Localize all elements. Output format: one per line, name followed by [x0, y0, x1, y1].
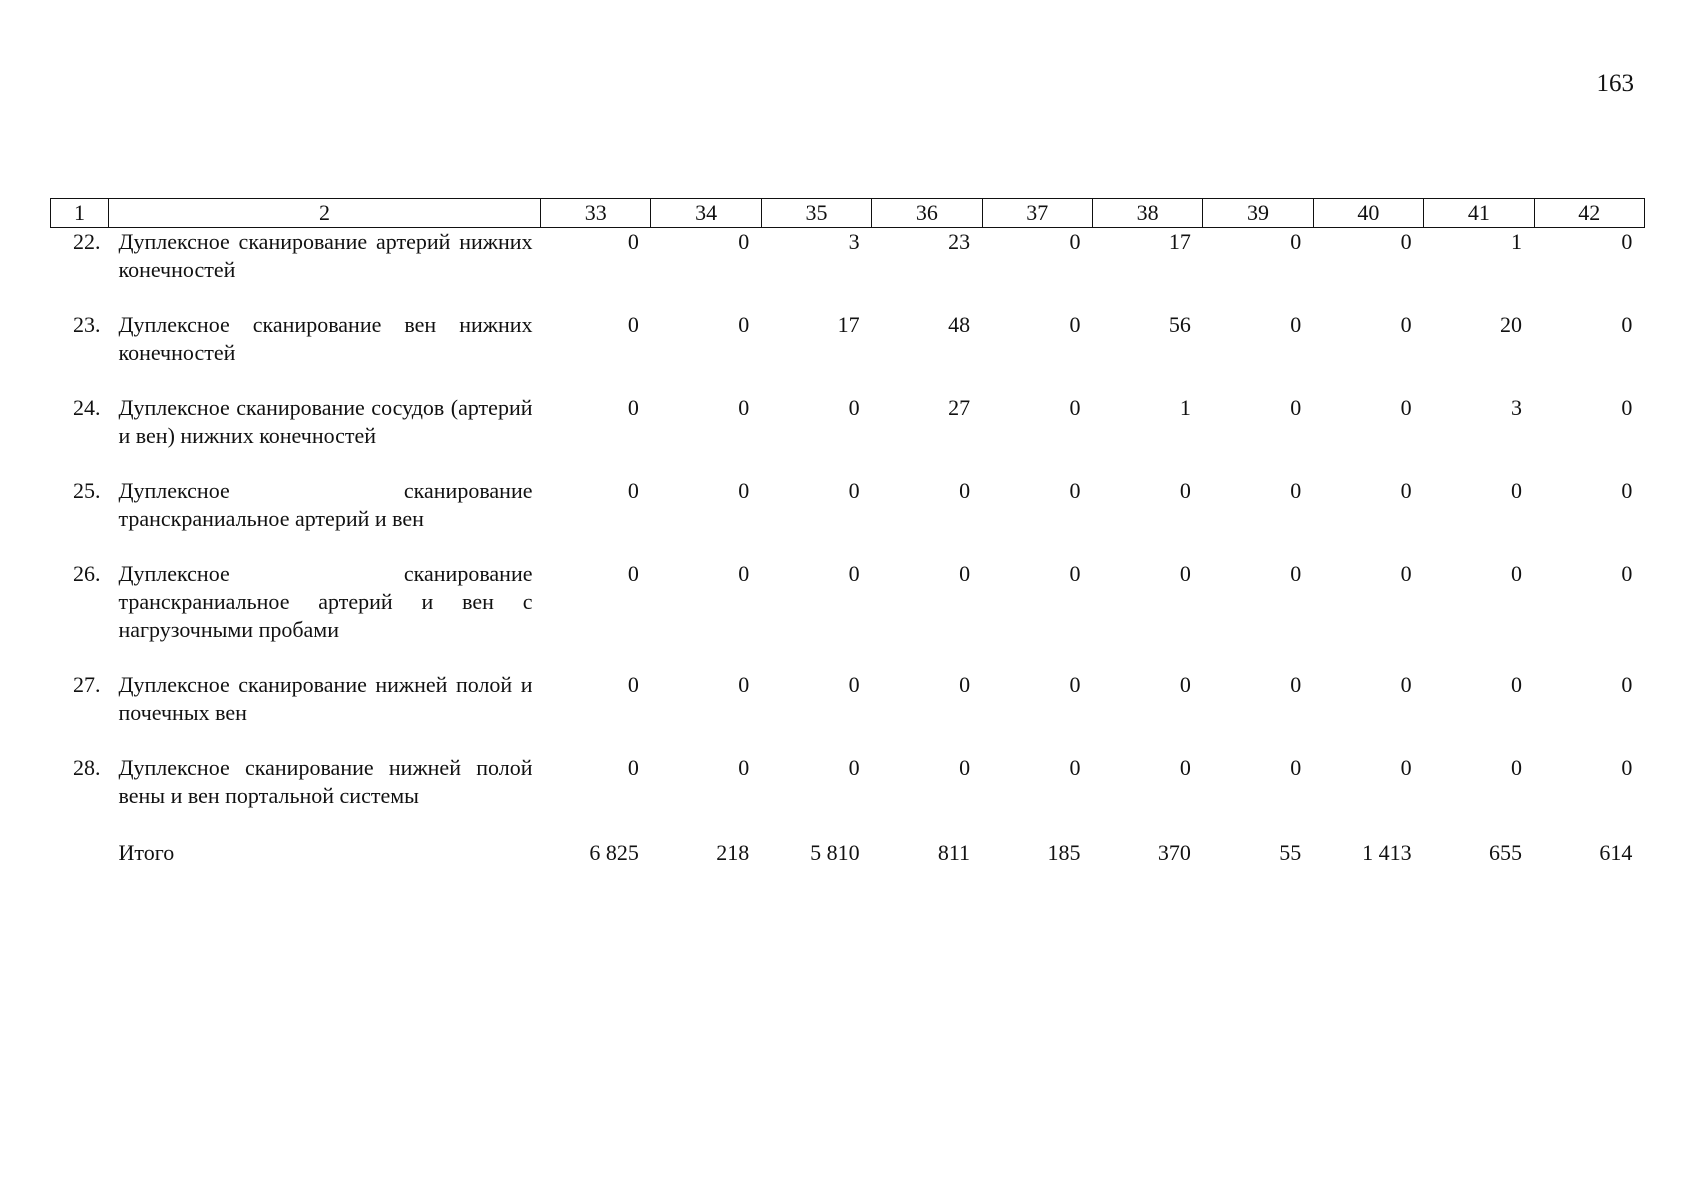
column-header: 38 [1092, 199, 1202, 228]
cell-value: 0 [959, 672, 971, 697]
cell-value: 0 [1069, 395, 1081, 420]
cell-value: 0 [627, 478, 639, 503]
table-row [51, 228, 1645, 312]
cell-value: 0 [627, 672, 639, 697]
column-header: 36 [872, 199, 982, 228]
table-row [51, 477, 1645, 560]
cell-value: 20 [1500, 312, 1523, 337]
cell-value: 0 [1290, 312, 1302, 337]
table-row [51, 560, 1645, 671]
total-value: 185 [1047, 840, 1081, 865]
statistics-table [50, 198, 1645, 867]
cell-value: 0 [1179, 755, 1191, 780]
row-name: Дуплексное сканирование артерий нижних конечностей [118, 229, 533, 282]
cell-value: 0 [1179, 672, 1191, 697]
cell-value: 23 [948, 229, 971, 254]
cell-value: 0 [1621, 561, 1633, 586]
row-name: Дуплексное сканирование транскраниальное артерий и вен с нагрузочными пробами [118, 561, 533, 642]
cell-value: 56 [1168, 312, 1191, 337]
cell-value: 0 [1621, 312, 1633, 337]
total-value: 55 [1279, 840, 1302, 865]
cell-value: 0 [1290, 229, 1302, 254]
cell-value: 0 [848, 561, 860, 586]
page-number: 163 [1596, 70, 1634, 97]
cell-value: 0 [627, 229, 639, 254]
row-number: 23. [73, 312, 101, 337]
row-number: 25. [73, 478, 101, 503]
row-name: Дуплексное сканирование нижней полой и почечных вен [118, 672, 533, 725]
cell-value: 0 [627, 312, 639, 337]
cell-value: 0 [1400, 561, 1412, 586]
column-header: 40 [1313, 199, 1423, 228]
cell-value: 0 [959, 561, 971, 586]
column-header: 41 [1424, 199, 1534, 228]
cell-value: 0 [1179, 561, 1191, 586]
cell-value: 0 [1400, 229, 1412, 254]
cell-value: 27 [948, 395, 971, 420]
cell-value: 48 [948, 312, 971, 337]
cell-value: 0 [1400, 755, 1412, 780]
cell-value: 3 [1511, 395, 1523, 420]
cell-value: 0 [848, 395, 860, 420]
cell-value: 0 [627, 561, 639, 586]
total-value: 5 810 [810, 840, 860, 865]
cell-value: 0 [1511, 561, 1523, 586]
cell-value: 0 [1400, 478, 1412, 503]
total-value: 370 [1157, 840, 1191, 865]
cell-value: 0 [1290, 755, 1302, 780]
cell-value: 1 [1179, 395, 1191, 420]
column-header: 34 [651, 199, 761, 228]
total-value: 1 413 [1362, 840, 1412, 865]
cell-value: 0 [738, 755, 750, 780]
cell-value: 0 [1621, 395, 1633, 420]
column-header: 1 [51, 199, 109, 228]
cell-value: 0 [738, 312, 750, 337]
total-number [51, 837, 109, 867]
cell-value: 0 [1511, 672, 1523, 697]
total-row [51, 837, 1645, 867]
cell-value: 0 [1400, 672, 1412, 697]
cell-value: 0 [1400, 395, 1412, 420]
cell-value: 0 [959, 755, 971, 780]
cell-value: 17 [1168, 229, 1191, 254]
row-number: 27. [73, 672, 101, 697]
cell-value: 0 [738, 229, 750, 254]
cell-value: 1 [1511, 229, 1523, 254]
row-number: 28. [73, 755, 101, 780]
cell-value: 0 [1511, 478, 1523, 503]
cell-value: 0 [1621, 755, 1633, 780]
cell-value: 0 [1621, 672, 1633, 697]
total-value: 655 [1489, 840, 1523, 865]
cell-value: 3 [848, 229, 860, 254]
column-header: 37 [982, 199, 1092, 228]
total-value: 811 [937, 840, 971, 865]
table-row [51, 311, 1645, 394]
cell-value: 0 [627, 755, 639, 780]
cell-value: 0 [848, 478, 860, 503]
cell-value: 0 [1069, 478, 1081, 503]
total-value: 614 [1599, 840, 1633, 865]
row-name: Дуплексное сканирование нижней полой вены и вен портальной системы [118, 755, 533, 808]
cell-value: 0 [738, 672, 750, 697]
row-number: 26. [73, 561, 101, 586]
row-name: Дуплексное сканирование транскраниальное артерий и вен [118, 478, 533, 531]
header-row [51, 199, 1645, 228]
cell-value: 0 [1400, 312, 1412, 337]
cell-value: 17 [837, 312, 860, 337]
column-header: 35 [761, 199, 871, 228]
cell-value: 0 [1621, 229, 1633, 254]
table-row [51, 754, 1645, 837]
cell-value: 0 [1290, 478, 1302, 503]
cell-value: 0 [1621, 478, 1633, 503]
column-header: 2 [109, 199, 541, 228]
column-header: 42 [1534, 199, 1644, 228]
cell-value: 0 [1069, 229, 1081, 254]
cell-value: 0 [959, 478, 971, 503]
table-row [51, 671, 1645, 754]
cell-value: 0 [1290, 672, 1302, 697]
total-label: Итого [118, 840, 175, 865]
row-name: Дуплексное сканирование вен нижних конечностей [118, 312, 533, 365]
cell-value: 0 [1069, 672, 1081, 697]
cell-value: 0 [848, 755, 860, 780]
column-header: 39 [1203, 199, 1313, 228]
row-number: 24. [73, 395, 101, 420]
table-row [51, 394, 1645, 477]
cell-value: 0 [738, 395, 750, 420]
cell-value: 0 [627, 395, 639, 420]
row-name: Дуплексное сканирование сосудов (артерий и вен) нижних конечностей [118, 395, 533, 448]
cell-value: 0 [1290, 561, 1302, 586]
cell-value: 0 [1069, 755, 1081, 780]
column-header: 33 [541, 199, 651, 228]
cell-value: 0 [1290, 395, 1302, 420]
cell-value: 0 [1069, 561, 1081, 586]
total-value: 218 [716, 840, 750, 865]
cell-value: 0 [738, 478, 750, 503]
cell-value: 0 [1511, 755, 1523, 780]
cell-value: 0 [1069, 312, 1081, 337]
cell-value: 0 [1179, 478, 1191, 503]
total-value: 6 825 [589, 840, 639, 865]
cell-value: 0 [738, 561, 750, 586]
row-number: 22. [73, 229, 101, 254]
cell-value: 0 [848, 672, 860, 697]
